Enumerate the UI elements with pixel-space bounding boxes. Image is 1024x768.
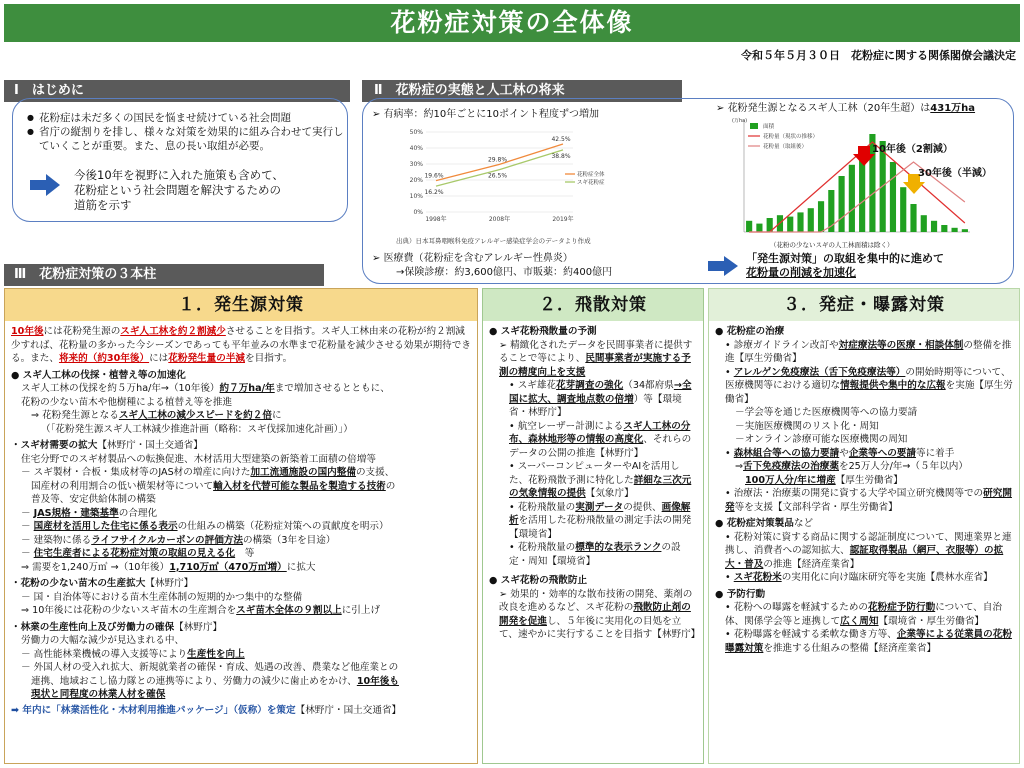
y-tick-label: 40% (409, 145, 423, 152)
y-tick-label: 50% (409, 129, 423, 136)
legend-label: 面積 (763, 124, 775, 130)
legend-label: 花粉量（現状の推移） (763, 134, 819, 140)
y-tick-label: 30% (409, 161, 423, 168)
column-1-body: 10年後には花粉発生源のスギ人工林を約２割減少させることを目指す。スギ人工林由来の花粉が約２割減少すれば、花粉量の多かった今シーズンであっても平年並みの水準まで花粉量を減少させる効果が期待できる。また、将来的（約30年後）には花粉発生量の半減を目指す。 ● スギ人工林の伐採・植替え等の加速化 スギ人工林の伐採を約５万ha/年→（10年後）約７万ha/年まで増加させるとともに、 花粉の少ない苗木や他樹種による植替え等を推進 ⇒ 花粉発生源となるスギ人工林の減少スピードを約２倍に （「花粉発生源スギ人工林減少推進計画（略称：スギ伐採加速化計画）」） ・スギ材需要の拡大【林野庁・国土交通省】 住宅分野でのスギ材製品への転換促進、木材活用大型建築の新築着工面積の倍増等 － スギ製材・合板・集成材等のJAS材の増産に向けた加工流通施設の国内整備の支援、 国産材の利用割合の低い横架材等について輸入材を代替可能な製品を製造する技術の 普及等、安定供給体制の構築 － JAS規格・建築基準の合理化 － 国産材を活用した住宅に係る表示の仕組みの構築（花粉症対策への貢献度を明示） － 建築物に係るライフサイクルカーボンの評価方法の構築（3年を目途） － 住宅生産者による花粉症対策の取組の見える化 等 ⇒ 需要を1,240万㎥ →（10年後）1,710万㎥（470万㎥増）に拡大 ・花粉の少ない苗木の生産拡大【林野庁】 － 国・自治体等における苗木生産体制の短期的かつ集中的な整備 ⇒ 10年後には花粉の少ないスギ苗木の生産割合をスギ苗木全体の９割以上に引上げ ・林業の生産性向上及び労働力の確保【林野庁】 労働力の大幅な減少が見込まれる中、 － 高性能林業機械の導入支援等により生産性を向上 － 外国人材の受入れ拡大、新規就業者の確保・育成、処遇の改善、農業など他産業との 連携、地域おこし協力隊との連携等により、労働力の減少に歯止めをかけ、10年後も 現状と同程度の林業人材を確保 ➡ 年内に「林業活性化・木材利用推進パッケージ」（仮称）を策定【林野庁・国土交通省】 (11, 326, 471, 716)
intro-summary-line: 花粉症という社会問題を解決するための (74, 183, 281, 197)
medical-value: →保険診療：約3,600億円、市販薬：約400億円 (396, 267, 613, 278)
x-tick-label: 2019年 (552, 216, 574, 223)
forest-note: （花粉の少ないスギの人工林面積は除く） (770, 241, 894, 249)
column-source-measures (4, 288, 478, 764)
column-2-body: ● スギ花粉飛散量の予測 ➢ 精緻化されたデータを民間事業者に提供することで等により、民間事業者が実施する予測の精度向上を支援 • スギ雄花花芽調査の強化（34都府県→全国に拡大、調査地点数の倍増）等【環境省・林野庁】 • 航空レーザー計測によるスギ人工林の分布、森林地形等の情報の高度化、それらのデータの公開の推進【林野庁】 • スーパーコンピューターやAIを活用した、花粉飛散予測に特化した詳細な三次元の気象情報の提供【気象庁】 • 花粉飛散量の実測データの提供、画像解析を活用した花粉飛散量の測定手法の開発【環境省】 • 花粉飛散量の標準的な表示ランクの設定・周知【環境省】 ● スギ花粉の飛散防止 ➢ 効果的・効率的な散布技術の開発、薬剤の改良を進めるなど、スギ花粉の飛散防止剤の開発を促進し、５年後に実用化の目処を立て、速やかに実行することを目指す【林野庁】 (489, 326, 701, 640)
bar (962, 229, 968, 232)
date-line: 令和５年５月３０日 花粉症に関する関係閣僚会議決定 (741, 49, 1016, 62)
data-label: 19.6% (424, 172, 444, 180)
label-30y: 30年後（半減） (918, 168, 992, 179)
bar (890, 162, 896, 232)
bar (756, 224, 762, 232)
bar (900, 187, 906, 232)
y-tick-label: 10% (409, 193, 423, 200)
column-1-header: １．発生源対策 (5, 289, 477, 321)
y-tick-label: 0% (413, 209, 423, 216)
intro-summary (74, 168, 284, 213)
intro-summary-line: 道筋を示す (74, 198, 132, 212)
forest-value: 431万ha (930, 103, 976, 114)
arrow-right-icon (30, 174, 60, 196)
section-3-header: Ⅲ 花粉症対策の３本柱 (4, 264, 324, 286)
forest-label: 花粉発生源となるスギ人工林（20年生超）は (727, 103, 931, 114)
bar (849, 165, 855, 232)
column-2-header: ２．飛散対策 (483, 289, 703, 321)
data-label: 42.5% (551, 136, 571, 143)
bar (808, 208, 814, 232)
intro-bullet: ● 花粉症は未だ多くの国民を悩ませ続けている社会問題 (27, 111, 347, 125)
focus-line: 「発生源対策」の取組を集中的に進めて (746, 252, 944, 265)
bar (787, 217, 793, 232)
y-axis-label: (万ha) (732, 118, 748, 124)
prevalence-text: ➢ 有病率：約10年ごとに10ポイント程度ずつ増加 (372, 109, 600, 120)
legend-label: 花粉症全体 (577, 172, 605, 178)
data-label: 29.8% (487, 156, 508, 164)
focus-text (746, 252, 944, 280)
data-label: 16.2% (424, 189, 444, 197)
focus-line: 花粉量の削減を加速化 (746, 266, 856, 279)
data-label: 38.8% (551, 152, 571, 160)
intro-summary-line: 今後10年を視野に入れた施策も含めて、 (74, 168, 284, 182)
forest-text: ➢ 花粉発生源となるスギ人工林（20年生超）は431万ha (716, 103, 976, 114)
medical-label: 医療費（花粉症を含むアレルギー性鼻炎） (383, 253, 573, 264)
section-2-header: Ⅱ 花粉症の実態と人工林の将来 (362, 80, 682, 102)
intro-bullet: ● 省庁の縦割りを排し、様々な対策を効果的に組み合わせて実行していくことが重要。また、息の長い取組が必要。 (27, 125, 347, 153)
bar (931, 221, 937, 232)
legend-swatch (750, 123, 758, 129)
y-tick-label: 20% (409, 177, 423, 184)
column-dispersal-measures (482, 288, 704, 764)
column-3-header: ３．発症・曝露対策 (709, 289, 1019, 321)
prevalence-label: 有病率：約10年ごとに10ポイント程度ずつ増加 (383, 109, 600, 120)
column-3-body: ● 花粉症の治療 • 診療ガイドライン改訂や対症療法等の医療・相談体制の整備を推進【厚生労働省】 • アレルゲン免疫療法（舌下免疫療法等）の開始時期等について、医療機関等における適切な情報提供や集中的な広報を実施【厚生労働省】 －学会等を通じた医療機関等への協力要請 －実施医療機関のリスト化・周知 －オンライン診療可能な医療機関の周知 • 森林組合等への協力要請や企業等への要請等に着手 ⇒舌下免疫療法の治療薬を25万人分/年→（５年以内） 100万人分/年に増産【厚生労働省】 • 治療法・治療薬の開発に資する大学や国立研究機関等での研究開発等を支援【文部科学省・厚生労働省】 ● 花粉症対策製品など • 花粉対策に資する商品に関する認証制度について、関連業界と連携し、消費者への認知拡大、認証取得製品（網戸、衣服等）の拡大・普及の推進【経済産業省】 • スギ花粉米の実用化に向け臨床研究等を実施【農林水産省】 ● 予防行動 • 花粉への曝露を軽減するための花粉症予防行動について、自治体、関係学会等と連携して広く周知【環境省・厚生労働省】 • 花粉曝露を軽減する柔軟な働き方等、企業等による従業員の花粉曝露対策を推進する仕組みの整備【経済産業省】 (715, 326, 1013, 654)
chart-source: 出典）日本耳鼻咽喉科免疫アレルギー感染症学会のデータより作成 (396, 237, 591, 245)
arrow-right-icon (708, 256, 738, 276)
column-exposure-measures (708, 288, 1020, 764)
page-title: 花粉症対策の全体像 (4, 4, 1020, 42)
section-1-header: Ⅰ はじめに (4, 80, 350, 102)
x-tick-label: 1998年 (425, 216, 447, 223)
x-tick-label: 2008年 (488, 216, 511, 223)
bar (839, 176, 845, 232)
bar (921, 215, 927, 232)
bar (910, 204, 916, 232)
bar (941, 225, 947, 232)
medical-cost: ➢ 医療費（花粉症を含むアレルギー性鼻炎） →保険診療：約3,600億円、市販薬：約400億円 (372, 253, 613, 278)
bar (818, 201, 824, 232)
legend-label: 花粉量（取組後） (763, 144, 808, 150)
bar (797, 212, 803, 232)
data-label: 26.5% (487, 172, 508, 180)
bar (746, 221, 752, 232)
prevalence-line-chart (398, 124, 608, 228)
label-10y: 10年後（2割減） (872, 144, 953, 155)
legend-label: スギ花粉症 (577, 180, 605, 186)
bar (952, 228, 958, 232)
